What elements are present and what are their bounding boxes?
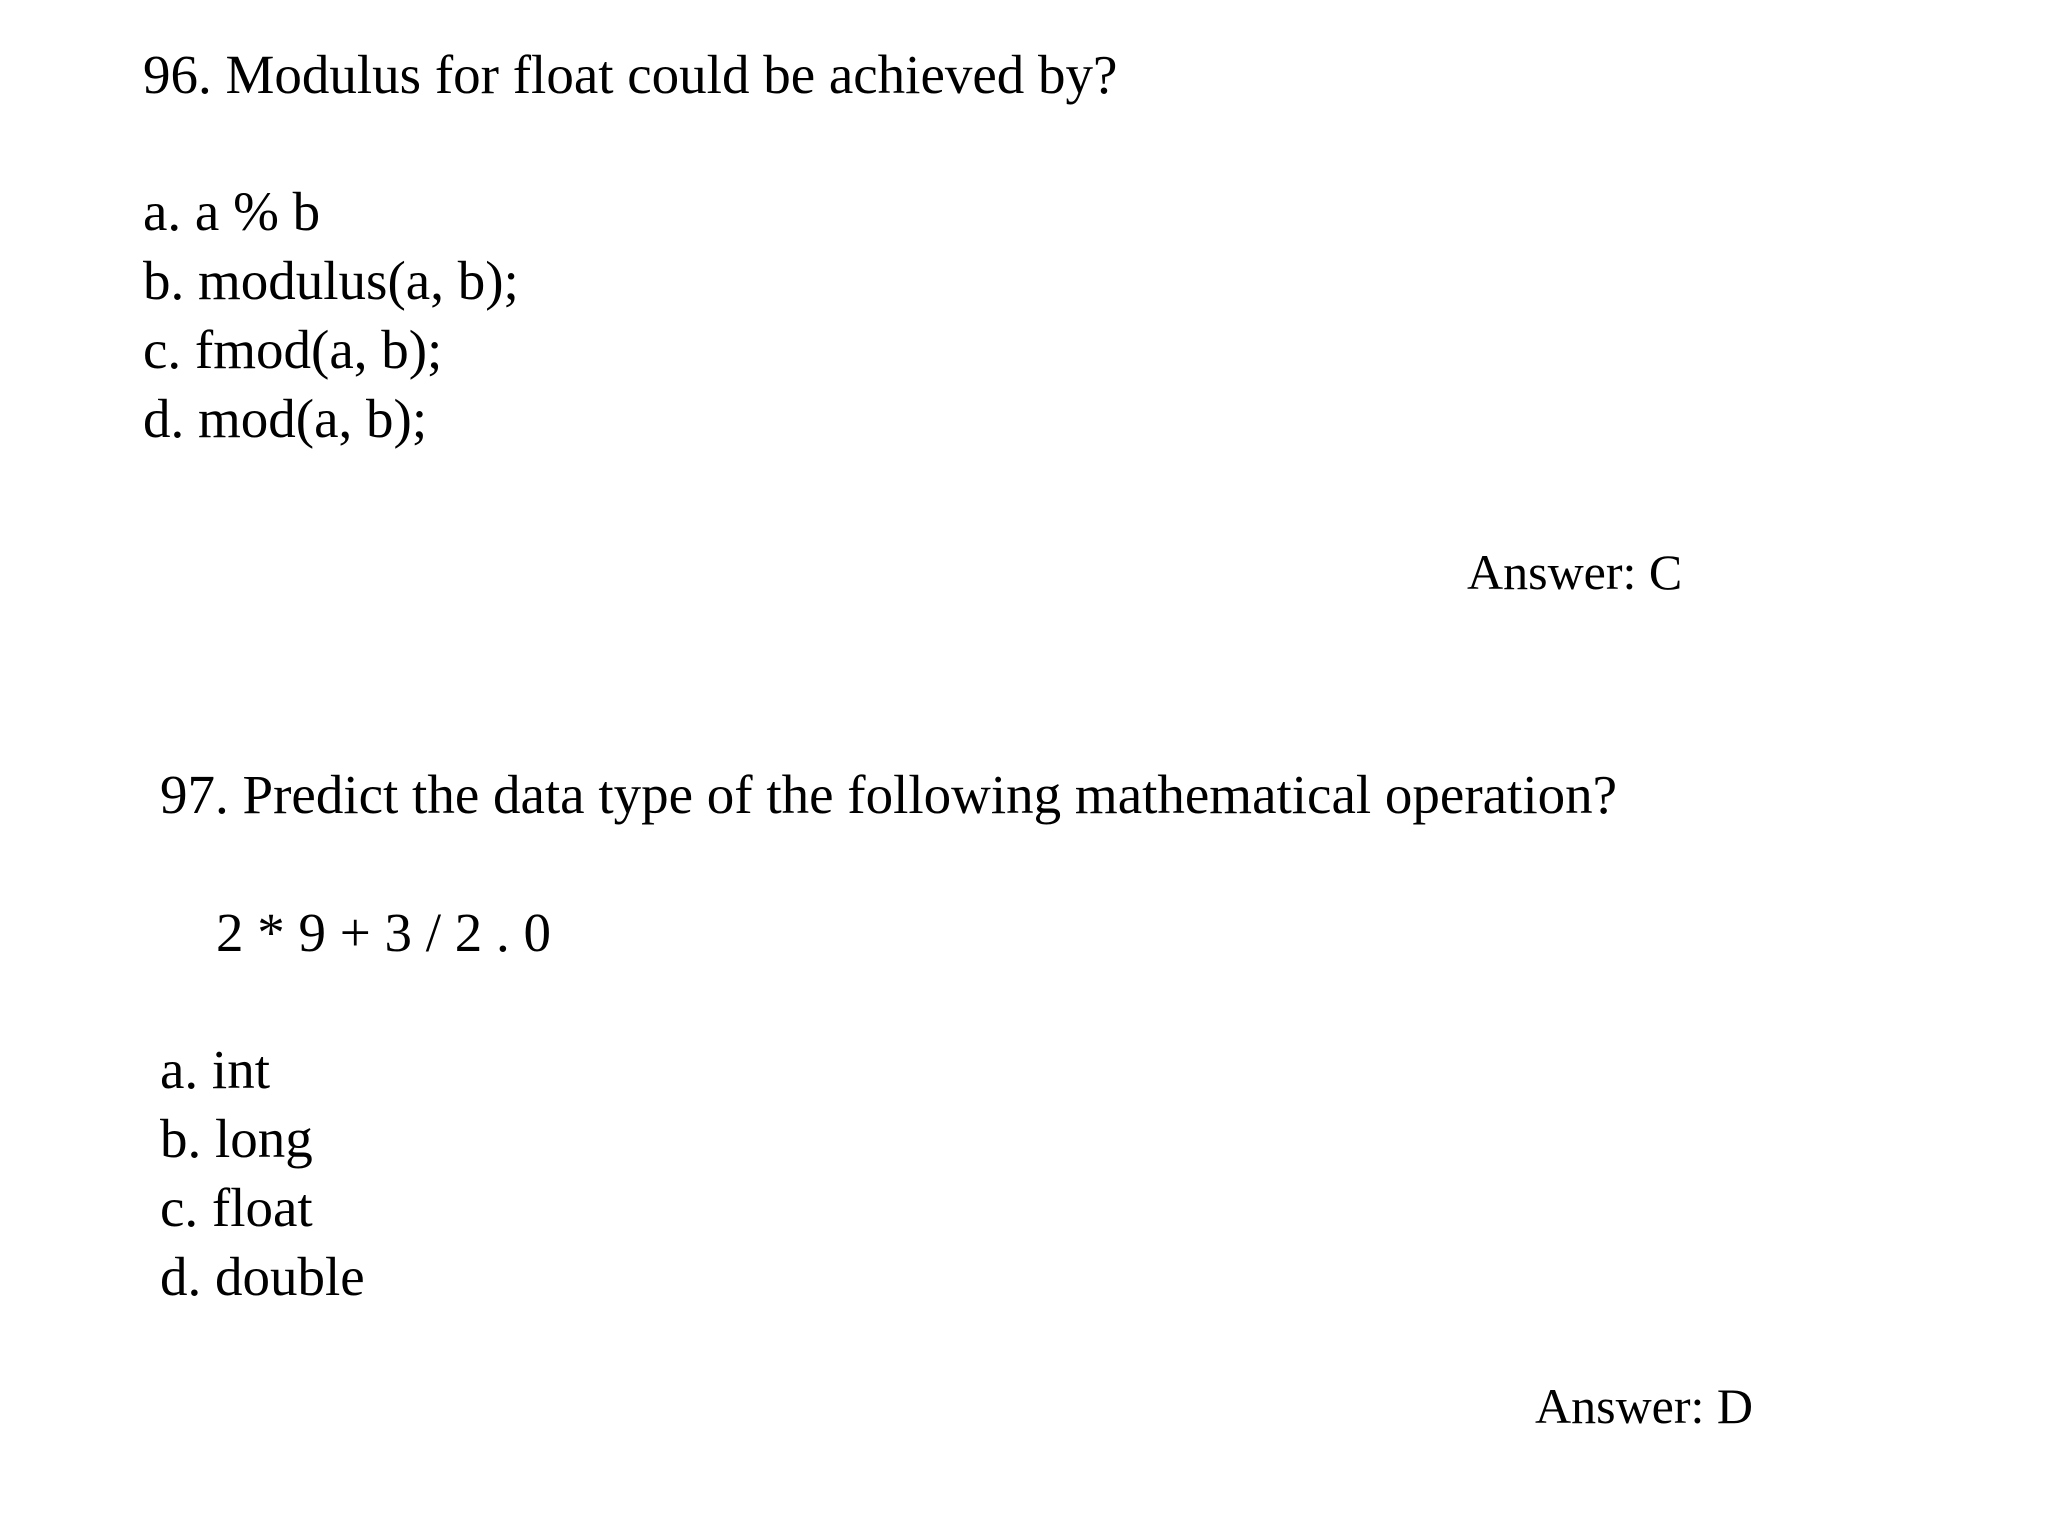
question-97-option-a: a. int	[160, 1039, 270, 1100]
question-97-option-c: c. float	[160, 1177, 313, 1238]
question-96-option-d: d. mod(a, b);	[143, 388, 428, 449]
question-96-option-a: a. a % b	[143, 181, 321, 242]
question-97-option-d: d. double	[160, 1246, 365, 1307]
question-96-option-b: b. modulus(a, b);	[143, 250, 519, 311]
question-97-option-b: b. long	[160, 1108, 313, 1169]
question-97-answer: Answer: D	[1535, 1378, 1754, 1434]
question-97-title: 97. Predict the data type of the following mathematical operation?	[160, 764, 1618, 825]
question-96-option-c: c. fmod(a, b);	[143, 319, 443, 380]
question-96-answer: Answer: C	[1467, 544, 1683, 600]
question-97-expression: 2 * 9 + 3 / 2 . 0	[216, 902, 552, 963]
question-96-title: 96. Modulus for float could be achieved by?	[143, 44, 1118, 105]
